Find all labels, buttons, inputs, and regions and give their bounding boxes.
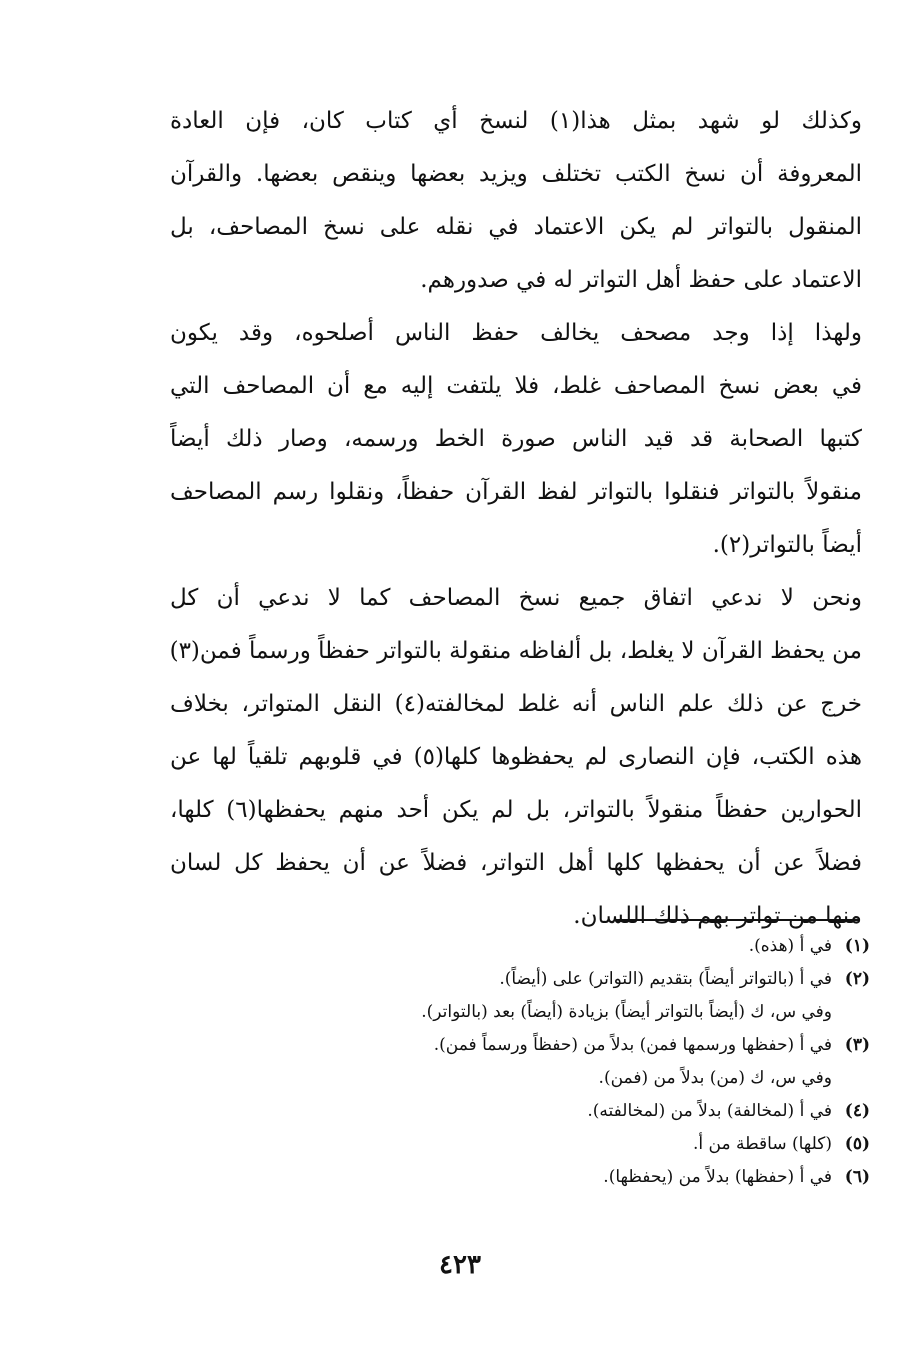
footnote-number: (٣)	[844, 1035, 870, 1055]
footnote-number: (٤)	[844, 1101, 870, 1121]
footnote-continuation: وفي س، ك (أيضاً بالتواتر أيضاً) بزيادة (أيضاً) بعد (بالتواتر).	[421, 1002, 832, 1022]
footnote-6	[300, 1161, 870, 1194]
text-line: في بعض نسخ المصاحف غلط، فلا يلتفت إليه مع أن المصاحف التي	[170, 373, 862, 399]
footnote-2	[300, 963, 870, 1029]
footnote-number: (٦)	[844, 1167, 870, 1187]
footnote-text: (كلها) ساقطة من أ.	[693, 1134, 832, 1154]
text-line: خرج عن ذلك علم الناس أنه غلط لمخالفته(٤) النقل المتواتر، بخلاف	[170, 691, 862, 717]
text-line: فضلاً عن أن يحفظها كلها أهل التواتر، فضلاً عن أن يحفظ كل لسان	[170, 850, 862, 876]
footnote-1	[300, 930, 870, 963]
footnote-number: (٢)	[844, 969, 870, 989]
footnote-text: في أ (حفظها) بدلاً من (يحفظها).	[603, 1167, 832, 1187]
text-line: الاعتماد على حفظ أهل التواتر له في صدورهم.	[420, 267, 862, 293]
text-line: هذه الكتب، فإن النصارى لم يحفظوها كلها(٥) في قلوبهم تلقياً لها عن	[170, 744, 862, 770]
footnote-text: في أ (حفظها ورسمها فمن) بدلاً من (حفظاً ورسماً فمن).	[433, 1035, 832, 1055]
text-line: وكذلك لو شهد بمثل هذا(١) لنسخ أي كتاب كان، فإن العادة	[170, 108, 862, 134]
footnote-continuation: وفي س، ك (من) بدلاً من (فمن).	[598, 1068, 832, 1088]
footnote-4	[300, 1095, 870, 1128]
text-line: منها من تواتر بهم ذلك اللسان.	[573, 903, 862, 929]
text-line: من يحفظ القرآن لا يغلط، بل ألفاظه منقولة بالتواتر حفظاً ورسماً فمن(٣)	[170, 638, 862, 664]
text-line: ولهذا إذا وجد مصحف يخالف حفظ الناس أصلحوه، وقد يكون	[170, 320, 862, 346]
footnote-5	[300, 1128, 870, 1161]
text-line: المنقول بالتواتر لم يكن الاعتماد في نقله على نسخ المصاحف، بل	[170, 214, 862, 240]
footnote-3	[300, 1029, 870, 1095]
text-line: أيضاً بالتواتر(٢).	[712, 532, 862, 558]
footnote-text: في أ (بالتواتر أيضاً) بتقديم (التواتر) على (أيضاً).	[499, 969, 832, 989]
page-number: ٤٢٣	[439, 1250, 481, 1280]
text-line: الحوارين حفظاً منقولاً بالتواتر، بل لم يكن أحد منهم يحفظها(٦) كلها،	[170, 797, 862, 823]
footnote-text: في أ (لمخالفة) بدلاً من (لمخالفته).	[587, 1101, 832, 1121]
paragraph-3	[170, 572, 862, 943]
footnote-text: في أ (هذه).	[748, 936, 832, 956]
text-line: منقولاً بالتواتر فنقلوا بالتواتر لفظ القرآن حفظاً، ونقلوا رسم المصاحف	[170, 479, 862, 505]
footnote-separator	[614, 919, 860, 921]
text-line: ونحن لا ندعي اتفاق جميع نسخ المصاحف كما لا ندعي أن كل	[170, 585, 862, 611]
text-line: المعروفة أن نسخ الكتب تختلف ويزيد بعضها وينقص بعضها. والقرآن	[170, 161, 862, 187]
footnote-number: (١)	[844, 936, 870, 956]
paragraph-1	[170, 95, 862, 307]
paragraph-2	[170, 307, 862, 572]
footnote-number: (٥)	[844, 1134, 870, 1154]
text-line: كتبها الصحابة قد قيد الناس صورة الخط ورسمه، وصار ذلك أيضاً	[170, 426, 862, 452]
footnotes	[300, 930, 870, 1194]
